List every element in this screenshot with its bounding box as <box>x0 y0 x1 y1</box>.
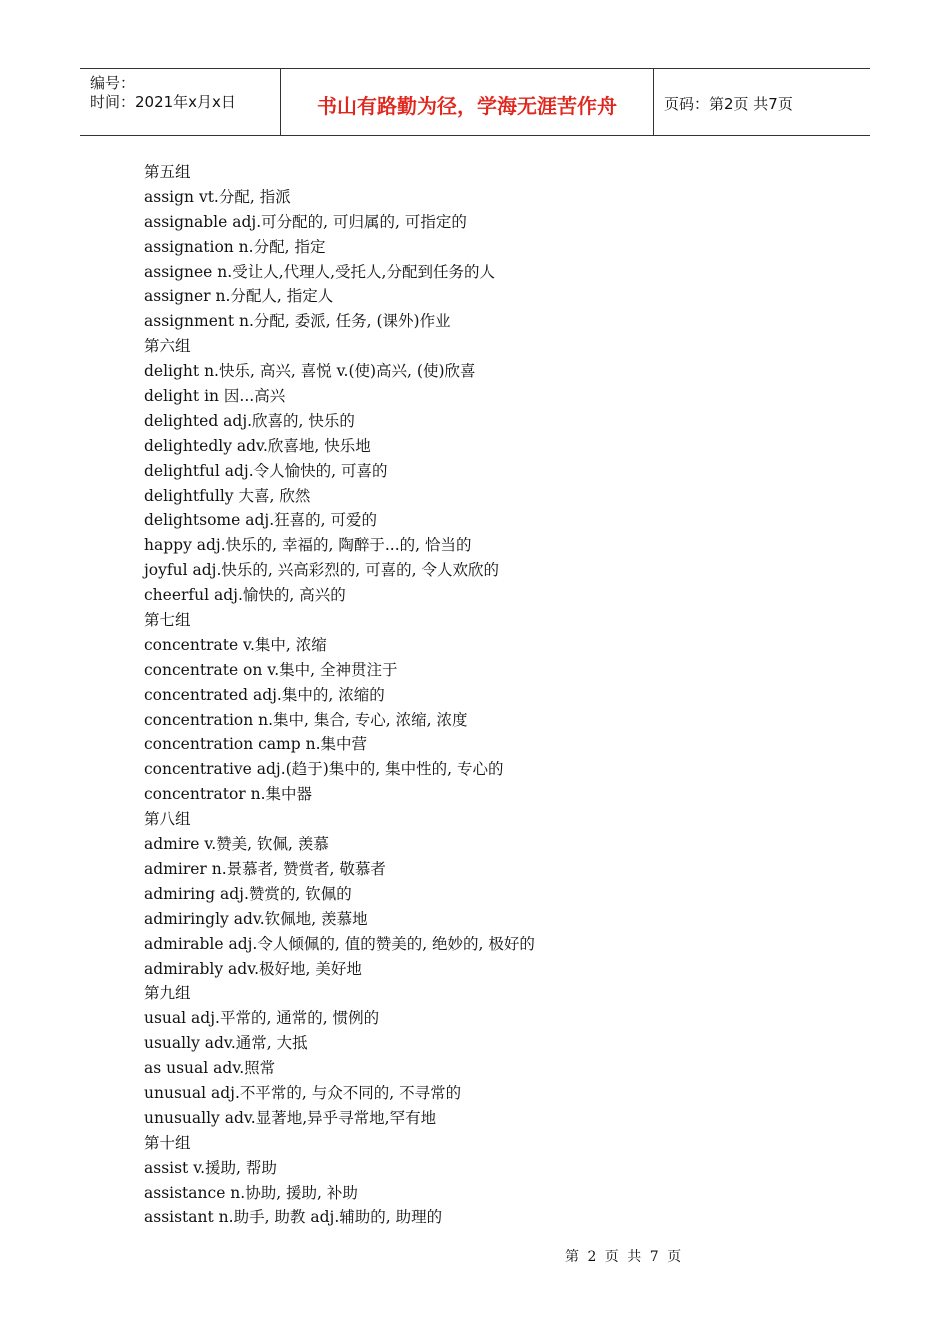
vocabulary-entry: delighted adj.欣喜的, 快乐的 <box>144 411 355 430</box>
vocabulary-entry: assist v.援助, 帮助 <box>144 1158 277 1177</box>
vocabulary-list <box>144 160 844 1230</box>
vocabulary-entry: assign vt.分配, 指派 <box>144 187 291 206</box>
number-label: 编号： <box>90 74 136 92</box>
vocabulary-entry: concentrator n.集中器 <box>144 785 313 804</box>
vocabulary-entry: concentration n.集中, 集合, 专心, 浓缩, 浓度 <box>144 710 468 729</box>
vocabulary-entry: admirably adv.极好地, 美好地 <box>144 959 362 978</box>
vocabulary-entry: concentrated adj.集中的, 浓缩的 <box>144 685 385 704</box>
header-page-cell <box>654 69 870 135</box>
vocabulary-entry: happy adj.快乐的, 幸福的, 陶醉于...的, 恰当的 <box>144 536 472 555</box>
vocabulary-entry: as usual adv.照常 <box>144 1059 276 1078</box>
vocabulary-entry: admiringly adv.钦佩地, 羡慕地 <box>144 909 368 928</box>
vocabulary-entry: delightedly adv.欣喜地, 快乐地 <box>144 436 371 455</box>
group-heading: 第十组 <box>144 1133 191 1152</box>
vocabulary-entry: assignment n.分配, 委派, 任务, (课外)作业 <box>144 312 451 331</box>
vocabulary-entry: assignable adj.可分配的, 可归属的, 可指定的 <box>144 212 467 231</box>
vocabulary-entry: assistance n.协助, 援助, 补助 <box>144 1183 358 1202</box>
vocabulary-entry: assigner n.分配人, 指定人 <box>144 287 334 306</box>
header-meta-cell <box>80 69 281 135</box>
group-heading: 第九组 <box>144 984 191 1003</box>
vocabulary-entry: assignee n.受让人,代理人,受托人,分配到任务的人 <box>144 262 495 281</box>
motto-text: 书山有路勤为径，学海无涯苦作舟 <box>317 94 617 118</box>
vocabulary-entry: concentration camp n.集中营 <box>144 735 368 754</box>
vocabulary-entry: usually adv.通常, 大抵 <box>144 1034 308 1053</box>
vocabulary-entry: unusually adv.显著地,异乎寻常地,罕有地 <box>144 1108 437 1127</box>
group-heading: 第六组 <box>144 337 191 356</box>
vocabulary-entry: assignation n.分配, 指定 <box>144 237 326 256</box>
page-footer: 第 2 页 共 7 页 <box>565 1249 682 1265</box>
vocabulary-entry: delight in 因...高兴 <box>144 387 286 406</box>
group-heading: 第五组 <box>144 163 191 181</box>
header-motto-cell <box>281 69 654 135</box>
vocabulary-entry: delightfully 大喜, 欣然 <box>144 486 311 505</box>
vocabulary-entry: delightsome adj.狂喜的, 可爱的 <box>144 511 377 530</box>
vocabulary-entry: assistant n.助手, 助教 adj.辅助的, 助理的 <box>144 1208 443 1227</box>
vocabulary-entry: admirable adj.令人倾佩的, 值的赞美的, 绝妙的, 极好的 <box>144 934 535 953</box>
vocabulary-entry: admirer n.景慕者, 赞赏者, 敬慕者 <box>144 859 386 878</box>
vocabulary-entry: concentrative adj.(趋于)集中的, 集中性的, 专心的 <box>144 760 504 779</box>
vocabulary-entry: concentrate v.集中, 浓缩 <box>144 635 327 654</box>
group-heading: 第七组 <box>144 611 191 630</box>
vocabulary-entry: admiring adj.赞赏的, 钦佩的 <box>144 884 352 903</box>
vocabulary-entry: joyful adj.快乐的, 兴高彩烈的, 可喜的, 令人欢欣的 <box>144 561 499 580</box>
group-heading: 第八组 <box>144 810 191 829</box>
vocabulary-entry: delight n.快乐, 高兴, 喜悦 v.(使)高兴, (使)欣喜 <box>144 362 476 381</box>
page-info: 页码：第2页 共7页 <box>664 95 793 113</box>
vocabulary-entry: admire v.赞美, 钦佩, 羡慕 <box>144 835 329 854</box>
vocabulary-entry: usual adj.平常的, 通常的, 惯例的 <box>144 1009 380 1028</box>
vocabulary-entry: unusual adj.不平常的, 与众不同的, 不寻常的 <box>144 1083 462 1102</box>
page-header <box>80 68 870 136</box>
vocabulary-entry: cheerful adj.愉快的, 高兴的 <box>144 586 346 605</box>
time-label: 时间：2021年x月x日 <box>90 93 236 111</box>
vocabulary-entry: delightful adj.令人愉快的, 可喜的 <box>144 461 388 480</box>
vocabulary-entry: concentrate on v.集中, 全神贯注于 <box>144 660 398 679</box>
